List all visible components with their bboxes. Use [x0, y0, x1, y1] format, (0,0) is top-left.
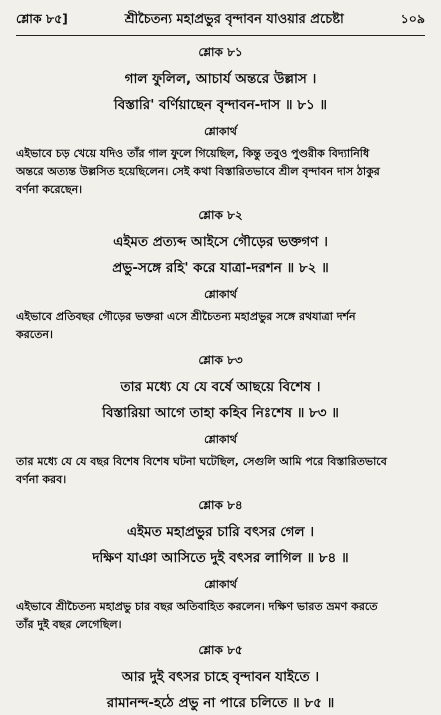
verse-line: এইমত মহাপ্রভুর চারি বৎসর গেল ।: [126, 524, 315, 540]
translation-heading: শ্লোকার্থ: [204, 578, 237, 591]
verse-line: আর দুই বৎসর চাহে বৃন্দাবন যাইতে ।: [121, 669, 320, 685]
chapter-title: শ্রীচৈতন্য মহাপ্রভুর বৃন্দাবন যাওয়ার প্রচেষ্টা: [124, 12, 344, 27]
translation-line: অন্তরে অত্যন্ত উল্লসিত হয়েছিলেন। সেই কথা বিস্তারিতভাবে শ্রীল বৃন্দাবন দাস ঠাকুর: [16, 165, 380, 178]
verse-81: [16, 44, 425, 199]
page-number: ১০৯: [400, 11, 425, 26]
verse-line: গাল ফুলিল, আচার্য অন্তরে উল্লাস ।: [124, 71, 317, 87]
verse-number: শ্লোক ৮৫: [198, 643, 243, 657]
translation-line: তার মধ্যে যে যে বছর বিশেষ বিশেষ ঘটনা ঘটেছিল, সেগুলি আমি পরে বিস্তারিতভাবে: [16, 455, 387, 468]
translation-line: এইভাবে চড় খেয়ে যদিও তাঁর গাল ফুলে গিয়েছিল, কিন্তু তবুও পুণ্ডরীক বিদ্যানিধি: [16, 147, 370, 160]
translation-line: এইভাবে শ্রীচৈতন্য মহাপ্রভু চার বছর অতিবাহিত করলেন। দক্ষিণ ভারত ভ্রমণ করতে: [16, 600, 378, 613]
header-verse-range: শ্লোক ৮৫]: [16, 11, 68, 26]
translation-line: বর্ণনা করেছেন।: [16, 183, 83, 196]
translation-heading: শ্লোকার্থ: [204, 288, 237, 301]
translation-text: [16, 145, 425, 199]
translation-heading: শ্লোকার্থ: [204, 433, 237, 446]
verse-line: তার মধ্যে যে যে বর্ষে আছয়ে বিশেষ ।: [120, 379, 321, 395]
translation-line: বর্ণনা করব।: [16, 473, 67, 486]
verse-line: রামানন্দ-হঠে প্রভু না পারে চলিতে ॥ ৮৫ ॥: [106, 695, 335, 711]
verse-line: বিস্তারি' বর্ণিয়াছেন বৃন্দাবন-দাস ॥ ৮১ ॥: [113, 97, 328, 113]
verse-84: [16, 497, 425, 634]
running-header: [16, 10, 425, 36]
translation-text: [16, 453, 425, 489]
verse-line: এইমত প্রত্যব্দ আইসে গৌড়ের ভক্তগণ ।: [113, 234, 328, 250]
verse-line: প্রভু-সঙ্গে রহি' করে যাত্রা-দরশন ॥ ৮২ ॥: [112, 260, 329, 276]
verse-line: বিস্তারিয়া আগে তাহা কহিব নিঃশেষ ॥ ৮৩ ॥: [102, 405, 339, 421]
verse-number: শ্লোক ৮৪: [198, 498, 243, 512]
verse-line: দক্ষিণ যাঞা আসিতে দুই বৎসর লাগিল ॥ ৮৪ ॥: [92, 550, 349, 566]
translation-heading: শ্লোকার্থ: [204, 125, 237, 138]
verse-82: [16, 207, 425, 344]
verse-85: [16, 642, 425, 715]
verse-83: [16, 352, 425, 489]
verse-number: শ্লোক ৮১: [198, 45, 243, 59]
translation-line: তাঁর দুই বছর লেগেছিল।: [16, 618, 122, 631]
translation-line: করতেন।: [16, 328, 53, 341]
translation-text: [16, 598, 425, 634]
translation-line: এইভাবে প্রতিবছর গৌড়ের ভক্তরা এসে শ্রীচৈতন্য মহাপ্রভুর সঙ্গে রথযাত্রা দর্শন: [16, 310, 356, 323]
verse-number: শ্লোক ৮৩: [198, 353, 243, 367]
translation-text: [16, 308, 425, 344]
verse-number: শ্লোক ৮২: [198, 208, 243, 222]
